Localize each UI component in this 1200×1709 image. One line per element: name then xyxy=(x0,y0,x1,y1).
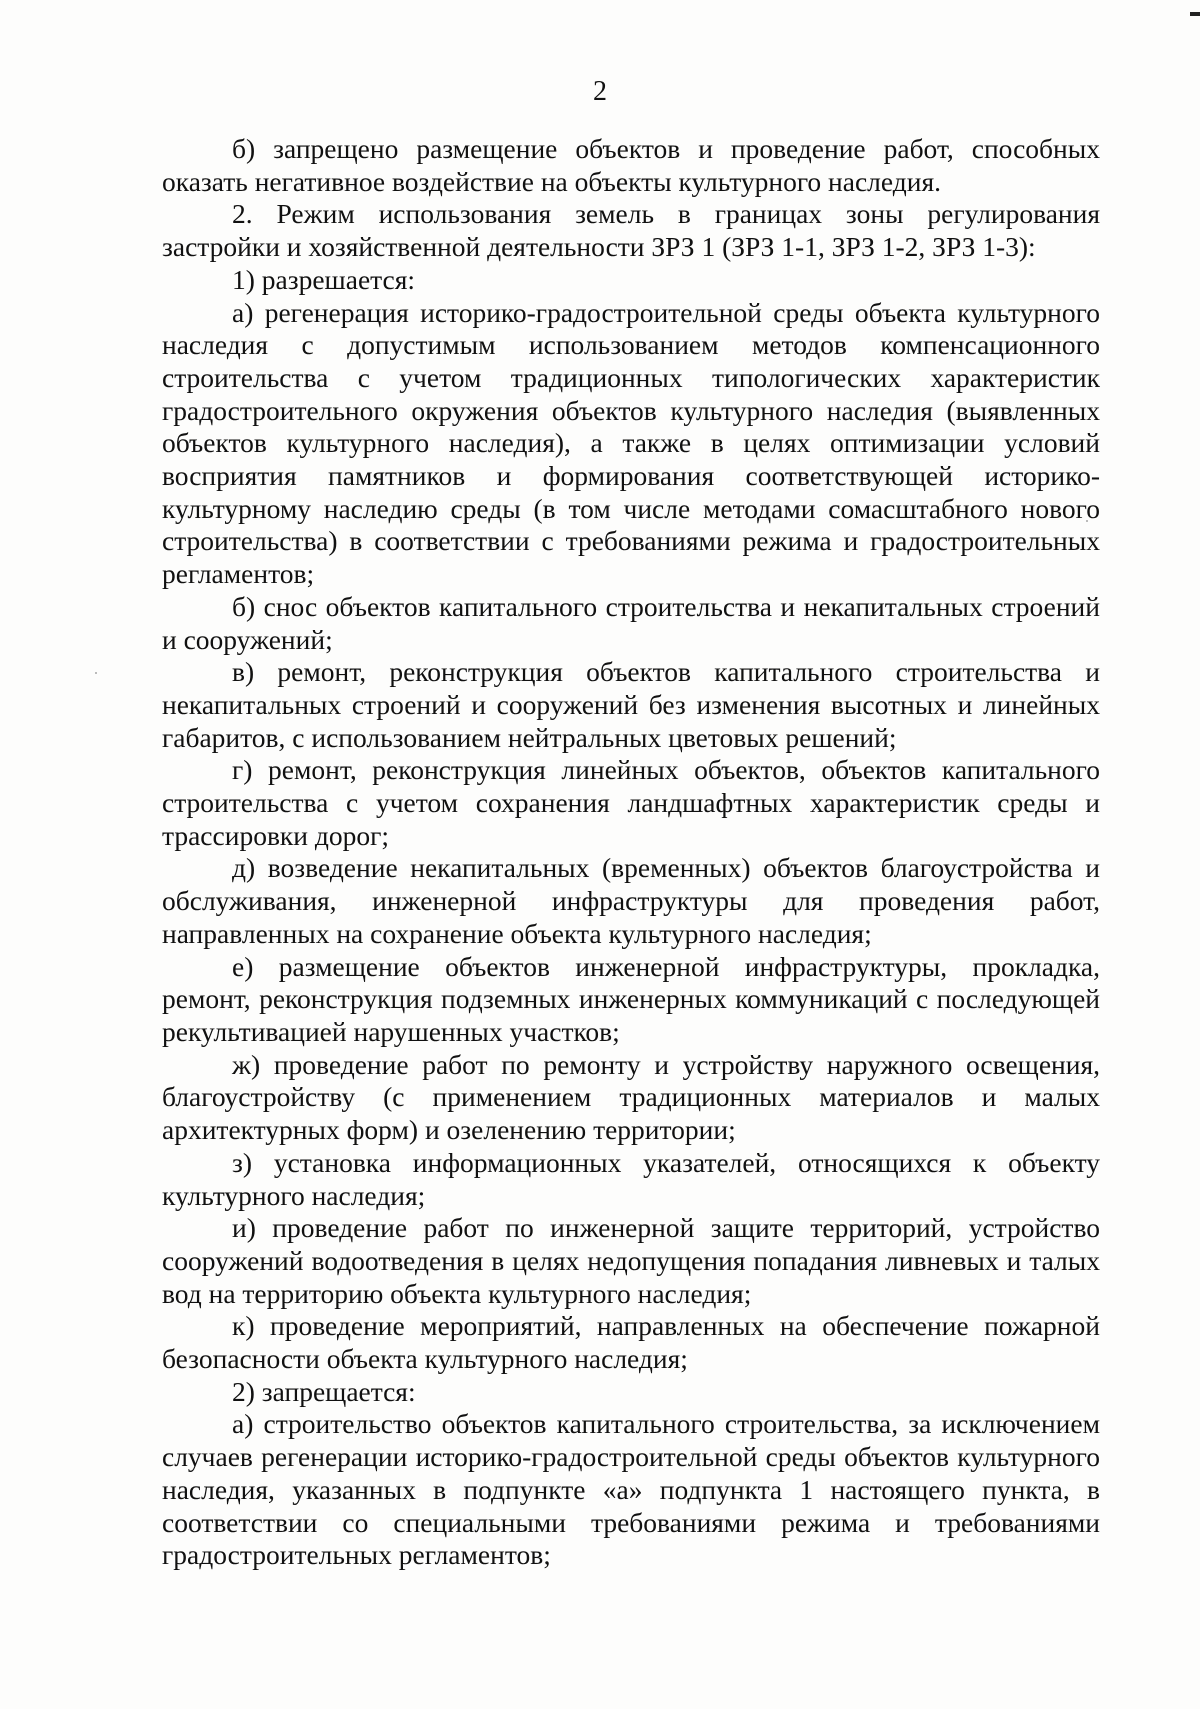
page-number: 2 xyxy=(593,76,607,107)
paragraph: е) размещение объектов инженерной инфраструктуры, прокладка, ремонт, реконструкция подземных инженерных коммуникаций с последующей рекультивацией нарушенных участков; xyxy=(162,950,1100,1047)
scan-corner-mark xyxy=(1190,12,1200,16)
paragraph: б) запрещено размещение объектов и проведение работ, способных оказать негативное воздействие на объекты культурного наследия. xyxy=(162,133,1100,197)
paragraph: 2) запрещается: xyxy=(232,1375,416,1407)
paragraph: 1) разрешается: xyxy=(232,263,415,295)
paragraph: а) регенерация историко-градостроительной среды объекта культурного наследия с допустимым использованием методов компенсационного строительства с учетом традиционных типологических характеристик градостроительного окружения объектов культурного наследия (выявленных объектов культурного наследия), а также в целях оптимизации условий восприятия памятников и формирования соответствующей историко-культурному наследию среды (в том числе методами сомасштабного нового строительства) в соответствии с требованиями режима и градостроительных регламентов; xyxy=(162,296,1100,590)
paragraph: з) установка информационных указателей, относящихся к объекту культурного наследия; xyxy=(162,1146,1100,1211)
paragraph: в) ремонт, реконструкция объектов капитального строительства и некапитальных строений и сооружений без изменения высотных и линейных габаритов, с использованием нейтральных цветовых решений; xyxy=(162,656,1100,753)
paragraph: 2. Режим использования земель в границах зоны регулирования застройки и хозяйственной деятельности ЗРЗ 1 (ЗРЗ 1-1, ЗРЗ 1-2, ЗРЗ 1-3): xyxy=(162,198,1100,263)
paragraph: и) проведение работ по инженерной защите территорий, устройство сооружений водоотведения в целях недопущения попадания ливневых и талых вод на территорию объекта культурного наследия; xyxy=(162,1212,1100,1309)
document-body xyxy=(162,133,1100,1572)
paragraph: г) ремонт, реконструкция линейных объектов, объектов капитального строительства с учетом сохранения ландшафтных характеристик среды и трассировки дорог; xyxy=(162,754,1100,851)
paragraph: д) возведение некапитальных (временных) объектов благоустройства и обслуживания, инженерной инфраструктуры для проведения работ, направленных на сохранение объекта культурного наследия; xyxy=(162,852,1100,949)
paragraph: а) строительство объектов капитального строительства, за исключением случаев регенерации историко-градостроительной среды объектов культурного наследия, указанных в подпункте «а» подпункта 1 настоящего пункта, в соответствии со специальными требованиями режима и требованиями градостроительных регламентов; xyxy=(162,1408,1100,1571)
paragraph: б) снос объектов капитального строительства и некапитальных строений и сооружений; xyxy=(162,590,1100,655)
paragraph: ж) проведение работ по ремонту и устройству наружного освещения, благоустройству (с применением традиционных материалов и малых архитектурных форм) и озеленению территории; xyxy=(162,1048,1100,1146)
scan-speck xyxy=(95,672,97,674)
paragraph: к) проведение мероприятий, направленных на обеспечение пожарной безопасности объекта культурного наследия; xyxy=(162,1310,1100,1375)
